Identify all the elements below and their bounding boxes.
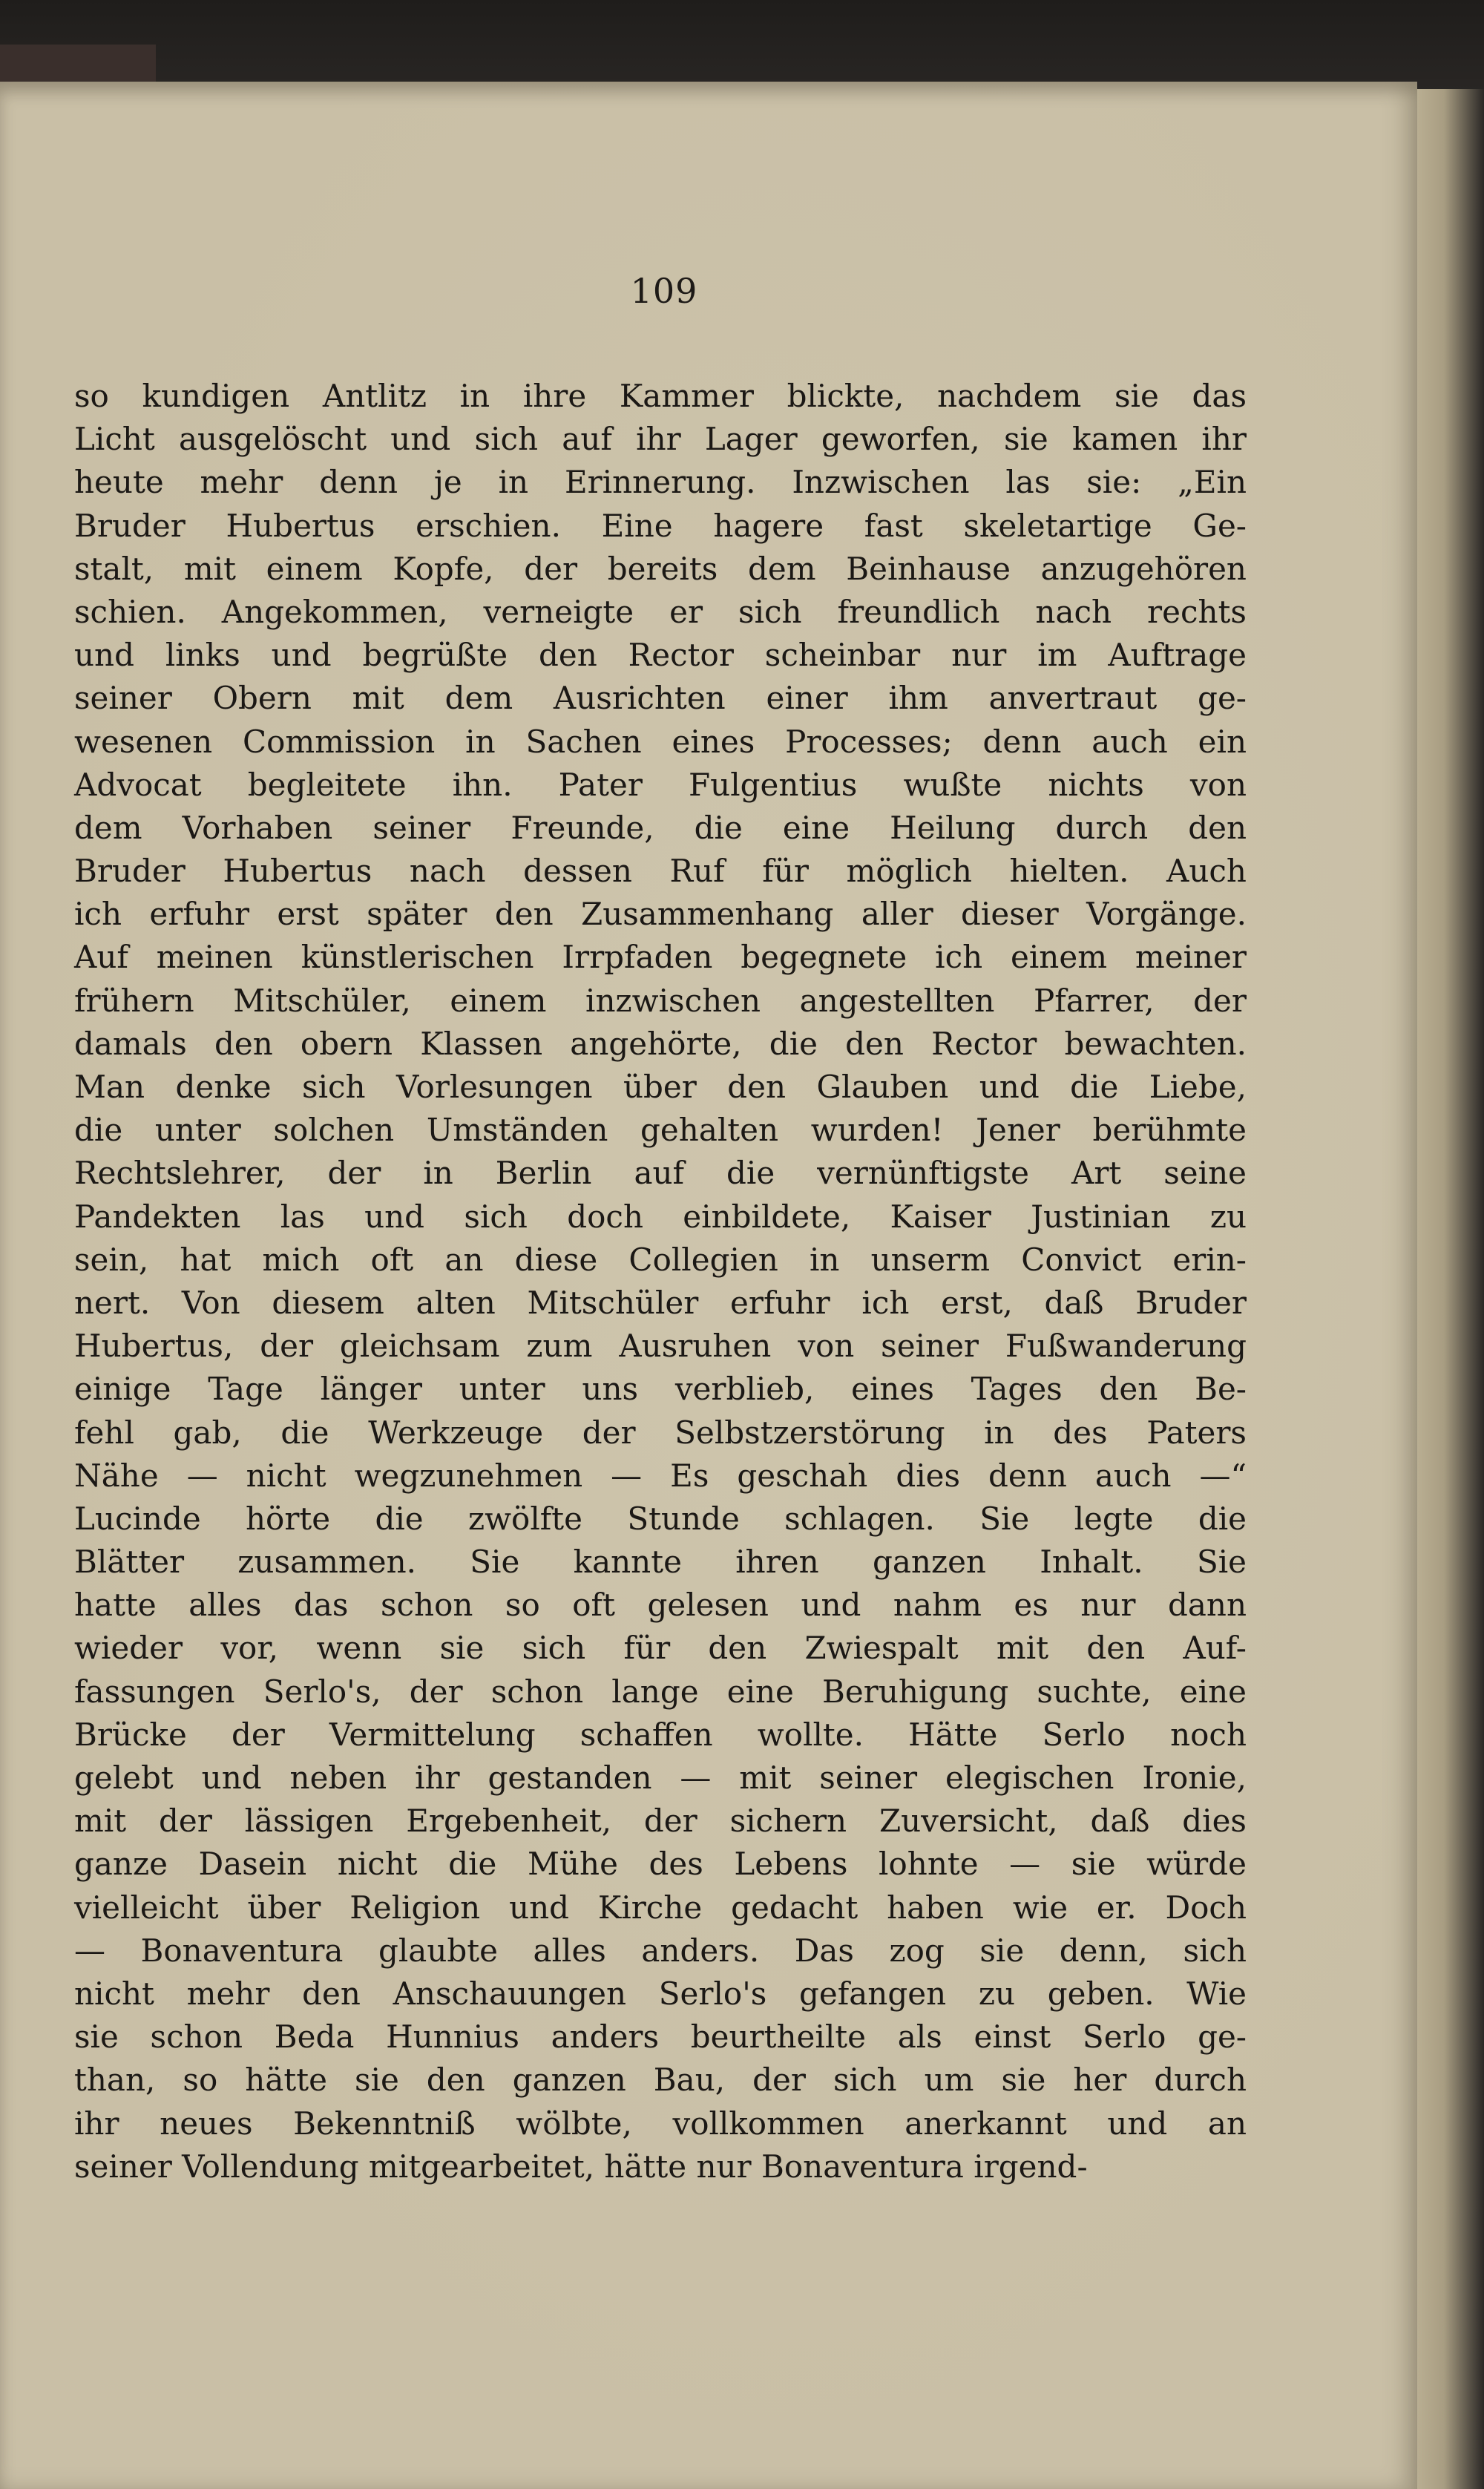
text-line: fassungen Serlo's, der schon lange eine Beruhigung suchte, eine bbox=[74, 1673, 1247, 1710]
text-line: so kundigen Antlitz in ihre Kammer blickte, nachdem sie das bbox=[74, 378, 1247, 414]
page-stack-edge bbox=[1417, 89, 1484, 2489]
text-line: ihr neues Bekenntniß wölbte, vollkommen anerkannt und an bbox=[74, 2105, 1247, 2142]
text-line: Advocat begleitete ihn. Pater Fulgentius wußte nichts von bbox=[74, 766, 1247, 803]
text-line: Pandekten las und sich doch einbildete, Kaiser Justinian zu bbox=[74, 1198, 1247, 1235]
text-line: Rechtslehrer, der in Berlin auf die vernünftigste Art seine bbox=[74, 1155, 1247, 1192]
text-line: nicht mehr den Anschauungen Serlo's gefangen zu geben. Wie bbox=[74, 1975, 1247, 2012]
text-line: ganze Dasein nicht die Mühe des Lebens lohnte — sie würde bbox=[74, 1846, 1247, 1883]
text-line: Brücke der Vermittelung schaffen wollte. Hätte Serlo noch bbox=[74, 1716, 1247, 1753]
text-line: — Bonaventura glaubte alles anders. Das zog sie denn, sich bbox=[74, 1932, 1247, 1969]
text-line: than, so hätte sie den ganzen Bau, der sich um sie her durch bbox=[74, 2062, 1247, 2099]
page-number: 109 bbox=[630, 271, 698, 311]
text-line: wesenen Commission in Sachen eines Processes; denn auch ein bbox=[74, 723, 1247, 760]
text-line: seiner Vollendung mitgearbeitet, hätte nur Bonaventura irgend- bbox=[74, 2148, 1088, 2185]
text-line: vielleicht über Religion und Kirche gedacht haben wie er. Doch bbox=[74, 1889, 1247, 1926]
text-line: Auf meinen künstlerischen Irrpfaden begegnete ich einem meiner bbox=[74, 939, 1247, 976]
text-line: hatte alles das schon so oft gelesen und nahm es nur dann bbox=[74, 1587, 1247, 1624]
text-line: Blätter zusammen. Sie kannte ihren ganzen Inhalt. Sie bbox=[74, 1544, 1247, 1581]
text-line: sie schon Beda Hunnius anders beurtheilte als einst Serlo ge- bbox=[74, 2019, 1247, 2056]
text-line: seiner Obern mit dem Ausrichten einer ihm anvertraut ge- bbox=[74, 680, 1247, 717]
text-line: frühern Mitschüler, einem inzwischen angestellten Pfarrer, der bbox=[74, 982, 1247, 1019]
text-line: stalt, mit einem Kopfe, der bereits dem Beinhause anzugehören bbox=[74, 550, 1247, 587]
text-line: schien. Angekommen, verneigte er sich freundlich nach rechts bbox=[74, 593, 1247, 630]
text-line: heute mehr denn je in Erinnerung. Inzwischen las sie: „Ein bbox=[74, 464, 1247, 501]
text-line: Bruder Hubertus erschien. Eine hagere fast skeletartige Ge- bbox=[74, 507, 1247, 544]
text-line: fehl gab, die Werkzeuge der Selbstzerstörung in des Paters bbox=[74, 1414, 1247, 1451]
text-line: gelebt und neben ihr gestanden — mit seiner elegischen Ironie, bbox=[74, 1760, 1247, 1796]
text-line: nert. Von diesem alten Mitschüler erfuhr ich erst, daß Bruder bbox=[74, 1284, 1247, 1321]
text-line: Nähe — nicht wegzunehmen — Es geschah dies denn auch —“ bbox=[74, 1457, 1247, 1494]
text-line: Lucinde hörte die zwölfte Stunde schlagen. Sie legte die bbox=[74, 1500, 1247, 1537]
text-line: dem Vorhaben seiner Freunde, die eine Heilung durch den bbox=[74, 809, 1247, 846]
text-line: einige Tage länger unter uns verblieb, eines Tages den Be- bbox=[74, 1371, 1247, 1408]
text-line: damals den obern Klassen angehörte, die den Rector bewachten. bbox=[74, 1025, 1247, 1062]
text-line: und links und begrüßte den Rector scheinbar nur im Auftrage bbox=[74, 637, 1247, 674]
body-text bbox=[74, 375, 1247, 2188]
text-line: Man denke sich Vorlesungen über den Glauben und die Liebe, bbox=[74, 1069, 1247, 1105]
text-line: ich erfuhr erst später den Zusammenhang aller dieser Vorgänge. bbox=[74, 896, 1247, 933]
text-line: mit der lässigen Ergebenheit, der sichern Zuversicht, daß dies bbox=[74, 1803, 1247, 1840]
text-line: Hubertus, der gleichsam zum Ausruhen von seiner Fußwanderung bbox=[74, 1328, 1247, 1365]
text-line: die unter solchen Umständen gehalten wurden! Jener berühmte bbox=[74, 1112, 1247, 1149]
text-line: Bruder Hubertus nach dessen Ruf für möglich hielten. Auch bbox=[74, 853, 1247, 890]
text-line: wieder vor, wenn sie sich für den Zwiespalt mit den Auf- bbox=[74, 1630, 1247, 1667]
text-line: Licht ausgelöscht und sich auf ihr Lager geworfen, sie kamen ihr bbox=[74, 421, 1247, 458]
text-line: sein, hat mich oft an diese Collegien in unserm Convict erin- bbox=[74, 1241, 1247, 1278]
